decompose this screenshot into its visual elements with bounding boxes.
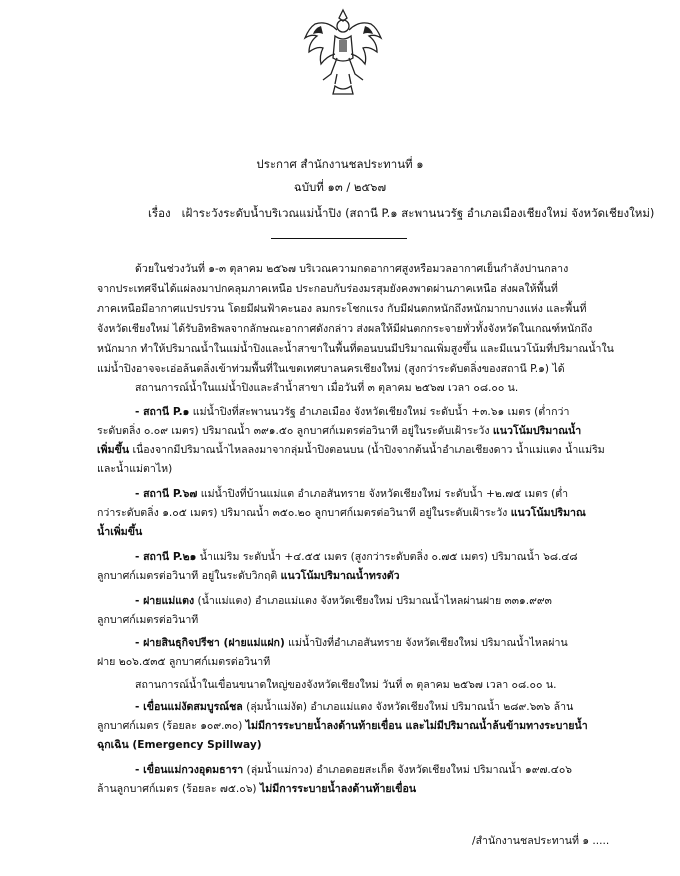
station-p67-line-3: น้ำเพิ่มขึ้น [97, 526, 143, 538]
intro-line-2: จากประเทศจีนได้แผ่ลงมาปกคลุมภาคเหนือ ประกอบกับร่องมรสุมยังคงพาดผ่านภาคเหนือ ส่งผลให้พื้นที่ [97, 283, 558, 295]
divider [271, 238, 407, 239]
dam-mae-ngat-line-2: ลูกบาศก์เมตร (ร้อยละ ๑๐๙.๓๐) ไม่มีการระบายน้ำลงด้านท้ายเขื่อน และไม่มีปริมาณน้ำล้นข้ามทางระบายน้ำ [97, 720, 588, 732]
dam-mae-ngat-name: - เขื่อนแม่งัดสมบูรณ์ชล [135, 701, 243, 713]
intro-line-4: จังหวัดเชียงใหม่ ได้รับอิทธิพลจากลักษณะอากาศดังกล่าว ส่งผลให้มีฝนตกกระจายทั่วทั้งจังหวัดในเกณฑ์หนักถึง [97, 323, 593, 335]
intro-line-6: แม่น้ำปิงอาจจะเอ่อล้นตลิ่งเข้าท่วมพื้นที่ในเขตเทศบาลนครเชียงใหม่ (สูงกว่าระดับตลิ่งของสถานี P.๑) ได้ [97, 363, 565, 375]
weir-sinthu-name: - ฝายสินธุกิจปรีชา (ฝายแม่แฝก) [135, 637, 285, 649]
station-p1-line-3: เพิ่มขึ้น เนื่องจากมีปริมาณน้ำไหลลงมาจากลุ่มน้ำปิงตอนบน (น้ำปิงจากต้นน้ำอำเภอเชียงดาว น้ำแม่แตง น้ำแม่ริม [97, 444, 605, 456]
weir-maetaeng-line-2: ลูกบาศก์เมตรต่อวินาที [97, 614, 199, 626]
weir-maetaeng-line-1: - ฝายแม่แตง (น้ำแม่แตง) อำเภอแม่แตง จังหวัดเชียงใหม่ ปริมาณน้ำไหลผ่านฝาย ๓๓๑.๙๙๓ [135, 595, 552, 607]
subject-line [148, 205, 654, 223]
station-p1-line-4: และน้ำแม่ตาไห) [97, 463, 173, 475]
dam-mae-kuang-line-2: ล้านลูกบาศก์เมตร (ร้อยละ ๗๕.๐๖) ไม่มีการระบายน้ำลงด้านท้ายเขื่อน [97, 783, 417, 795]
station-p1-line-2: ระดับตลิ่ง ๐.๐๙ เมตร) ปริมาณน้ำ ๓๙๑.๕๐ ลูกบาศก์เมตรต่อวินาที อยู่ในระดับเฝ้าระวัง แนวโน้มปริมาณน้ำ [97, 425, 582, 437]
dam-mae-ngat-line-3: ฉุกเฉิน (Emergency Spillway) [97, 739, 262, 751]
dam-mae-ngat-line-1: - เขื่อนแม่งัดสมบูรณ์ชล (ลุ่มน้ำแม่งัด) อำเภอแม่แตง จังหวัดเชียงใหม่ ปริมาณน้ำ ๒๘๙.๖๓๖ ล้าน [135, 701, 574, 713]
station-p1-name: - สถานี P.๑ [135, 406, 190, 418]
weir-sinthu-line-2: ฝาย ๒๐๖.๕๓๕ ลูกบาศก์เมตรต่อวินาที [97, 656, 271, 668]
subject-text: เฝ้าระวังระดับน้ำบริเวณแม่น้ำปิง (สถานี P.๑ สะพานนวรัฐ อำเภอเมืองเชียงใหม่ จังหวัดเชียงใหม่) [181, 206, 655, 220]
intro-line-1: ด้วยในช่วงวันที่ ๑-๓ ตุลาคม ๒๕๖๗ บริเวณความกดอากาศสูงหรือมวลอากาศเย็นกำลังปานกลาง [135, 263, 569, 275]
garuda-emblem-icon [301, 6, 385, 98]
station-p67-line-2: กว่าระดับตลิ่ง ๑.๐๕ เมตร) ปริมาณน้ำ ๓๕๐.๒๐ ลูกบาศก์เมตรต่อวินาที อยู่ในระดับเฝ้าระวัง แนวโน้มปริมาณ [97, 507, 586, 519]
station-p21-line-1: - สถานี P.๒๑ น้ำแม่ริม ระดับน้ำ +๔.๕๕ เมตร (สูงกว่าระดับตลิ่ง ๐.๗๕ เมตร) ปริมาณน้ำ ๖๘.๔๘ [135, 551, 578, 563]
dam-mae-kuang-name: - เขื่อนแม่กวงอุดมธารา [135, 764, 244, 776]
dam-heading: สถานการณ์น้ำในเขื่อนขนาดใหญ่ของจังหวัดเชียงใหม่ วันที่ ๓ ตุลาคม ๒๕๖๗ เวลา ๐๘.๐๐ น. [135, 679, 557, 691]
dam-mae-kuang-line-1: - เขื่อนแม่กวงอุดมธารา (ลุ่มน้ำแม่กวง) อำเภอดอยสะเก็ด จังหวัดเชียงใหม่ ปริมาณน้ำ ๑๙๗.๔๐๖ [135, 764, 573, 776]
weir-maetaeng-name: - ฝายแม่แตง [135, 595, 195, 607]
intro-line-3: ภาคเหนือมีอากาศแปรปรวน โดยมีฝนฟ้าคะนอง ลมกระโชกแรง กับมีฝนตกหนักถึงหนักมากบางแห่ง และพื้นที่ [97, 303, 587, 315]
station-p1-line-1: - สถานี P.๑ แม่น้ำปิงที่สะพานนวรัฐ อำเภอเมือง จังหวัดเชียงใหม่ ระดับน้ำ +๓.๖๑ เมตร (ต่ำกว่า [135, 406, 570, 418]
weir-sinthu-line-1: - ฝายสินธุกิจปรีชา (ฝายแม่แฝก) แม่น้ำปิงที่อำเภอสันทราย จังหวัดเชียงใหม่ ปริมาณน้ำไหลผ่าน [135, 637, 568, 649]
situation-heading: สถานการณ์น้ำในแม่น้ำปิงและลำน้ำสาขา เมื่อวันที่ ๓ ตุลาคม ๒๕๖๗ เวลา ๐๘.๐๐ น. [135, 382, 519, 394]
station-p67-name: - สถานี P.๖๗ [135, 488, 198, 500]
subject-label: เรื่อง [148, 206, 171, 220]
continuation-footer: /สำนักงานชลประทานที่ ๑ ..... [472, 835, 610, 847]
station-p67-line-1: - สถานี P.๖๗ แม่น้ำปิงที่บ้านแม่แต อำเภอสันทราย จังหวัดเชียงใหม่ ระดับน้ำ +๒.๗๕ เมตร (ต่ำ [135, 488, 569, 500]
station-p21-line-2: ลูกบาศก์เมตรต่อวินาที อยู่ในระดับวิกฤติ แนวโน้มปริมาณน้ำทรงตัว [97, 570, 400, 582]
intro-line-5: หนักมาก ทำให้ปริมาณน้ำในแม่น้ำปิงและน้ำสาขาในพื้นที่ตอนบนมีปริมาณเพิ่มสูงขึ้น และมีแนวโน้มที่ปริมาณน้ำใน [97, 343, 614, 355]
issue-number: ฉบับที่ ๑๓ / ๒๕๖๗ [293, 180, 387, 194]
announcement-title: ประกาศ สำนักงานชลประทานที่ ๑ [256, 157, 424, 171]
station-p21-name: - สถานี P.๒๑ [135, 551, 197, 563]
